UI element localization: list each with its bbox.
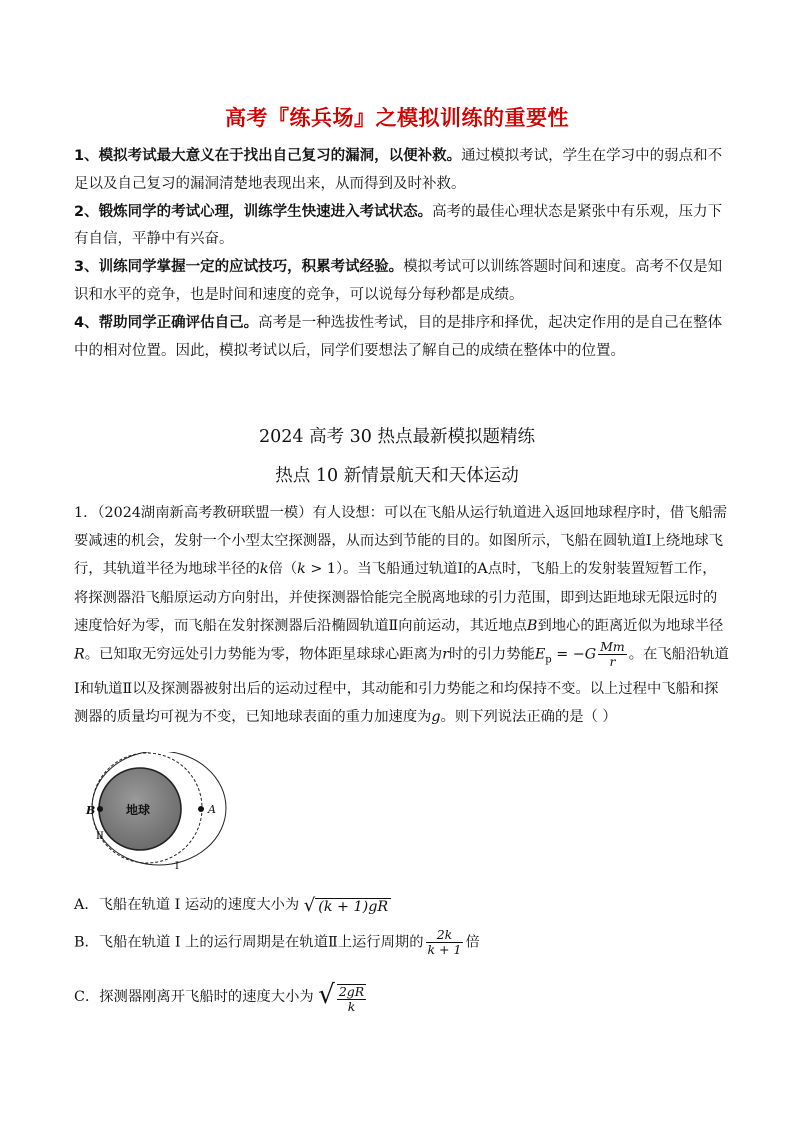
fraction-numerator: 2gR — [338, 984, 365, 999]
option-b-text: B．飞船在轨道 I 上的运行周期是在轨道Ⅱ上运行周期的 — [74, 934, 424, 951]
sqrt-expression — [318, 980, 368, 1014]
math-symbol: g — [431, 708, 441, 725]
option-a[interactable] — [74, 894, 391, 916]
math-symbol: k — [259, 561, 269, 578]
intro-bold-lead: 1、模拟考试最大意义在于找出自己复习的漏洞，以便补救。 — [74, 148, 462, 164]
question-text: 。则下列说法正确的是（ ） — [440, 708, 617, 725]
option-a-text: A．飞船在轨道 I 运动的速度大小为 — [74, 897, 300, 913]
math-symbol: k — [297, 561, 306, 578]
intro-body-text: 高考的最佳心理状态是紧张中有乐观，压力下有自信，平静中有兴奋。 — [74, 203, 723, 248]
question-text: 。已知取无穷远处引力势能为零，物体距星球球心距离为 — [84, 646, 443, 663]
orbit-diagram-svg — [78, 752, 228, 876]
earth-label: 地球 — [126, 803, 151, 817]
point-b-dot — [97, 806, 103, 812]
topic-heading: 热点 10 新情景航天和天体运动 — [275, 466, 519, 486]
intro-body-text: 通过模拟考试，学生在学习中的弱点和不足以及自己复习的漏洞清楚地表现出来，从而得到及时补救。 — [74, 148, 723, 192]
fraction-denominator: k + 1 — [427, 942, 462, 957]
question-stem — [74, 499, 729, 731]
fraction-numerator: Mm — [600, 639, 625, 655]
math-symbol: R — [74, 646, 85, 663]
intro-paragraph — [74, 310, 729, 366]
question-text: 。在飞船沿轨道Ⅰ和轨道Ⅱ以及探测器被射出后的运动过程中，其动能和引力势能之和均保持不变。以上过程中飞船和探测器的质量均可视为不变，已知地球表面的重力加速度为 — [74, 646, 729, 725]
intro-bold-lead: 4、帮助同学正确评估自己。 — [74, 314, 259, 331]
math-symbol: = −G — [551, 646, 597, 663]
intro-paragraph — [74, 143, 729, 199]
math-symbol: B — [526, 617, 538, 634]
question-text: 时的引力势能 — [449, 646, 535, 663]
intro-paragraph — [74, 199, 729, 255]
period-ratio-fraction — [426, 928, 464, 957]
option-b-tail: 倍 — [465, 934, 480, 951]
radicand: (k + 1)gR — [315, 898, 391, 915]
orbit-diagram — [78, 752, 228, 876]
intro-body-text: 模拟考试可以训练答题时间和速度。高考不仅是知识和水平的竞争，也是时间和速度的竞争，可以说每分每秒都是成绩。 — [74, 259, 723, 303]
question-text: > 1）。当飞船通过轨道Ⅰ的A点时，飞船上的发射装置短暂工作，将探测器沿飞船原运动方向射出，并使探测器恰能完全脱离地球的引力范围，即到达距地球无限远时的速度恰好为零，而飞船在发射探测器后沿椭圆轨道Ⅱ向前运动，其近地点 — [74, 561, 718, 634]
point-a-label: A — [208, 803, 216, 816]
fraction-denominator: k — [347, 999, 356, 1014]
question-paragraph — [74, 499, 729, 731]
intro-body-text: 高考是一种选拔性考试，目的是排序和择优，起决定作用的是自己在整体中的相对位置。因此，模拟考试以后，同学们要想法了解自己的成绩在整体中的位置。 — [74, 314, 723, 359]
question-text: 倍（ — [268, 561, 298, 578]
sqrt-sign: √ — [318, 980, 335, 1010]
math-subscript: p — [545, 654, 552, 666]
question-text: 到地心的距离近似为地球半径 — [537, 617, 724, 634]
fraction-denominator: r — [609, 654, 616, 670]
math-symbol: r — [442, 646, 450, 663]
option-b[interactable] — [74, 928, 480, 957]
question-text: 1．（2024湖南新高考教研联盟一模）有人设想：可以在飞船从运行轨道进入返回地球程序时，借飞船需要减速的机会，发射一个小型太空探测器，从而达到节能的目的。如图所示，飞船在圆轨道Ⅰ上绕地球飞行，其轨道半径为地球半径的 — [74, 505, 728, 578]
intro-bold-lead: 2、锻炼同学的考试心理，训练学生快速进入考试状态。 — [74, 203, 433, 220]
page-title: 高考『练兵场』之模拟训练的重要性 — [225, 106, 569, 130]
section-heading: 2024 高考 30 热点最新模拟题精练 — [259, 427, 535, 447]
math-symbol: E — [534, 646, 546, 663]
intro-section — [74, 143, 729, 365]
orbit-1-label: I — [175, 861, 179, 872]
sqrt-fraction — [337, 984, 366, 1014]
intro-bold-lead: 3、训练同学掌握一定的应试技巧，积累考试经验。 — [74, 259, 404, 276]
sqrt-sign: √ — [303, 894, 316, 916]
orbit-2-label: II — [96, 831, 104, 842]
sqrt-expression — [304, 895, 391, 916]
point-a-dot — [198, 806, 204, 812]
potential-energy-fraction — [598, 640, 627, 669]
option-c-text: C．探测器刚离开飞船时的速度大小为 — [74, 989, 314, 1005]
point-b-label: B — [86, 804, 96, 817]
intro-paragraph — [74, 254, 729, 310]
option-c[interactable] — [74, 980, 368, 1014]
fraction-numerator: 2k — [426, 928, 464, 943]
